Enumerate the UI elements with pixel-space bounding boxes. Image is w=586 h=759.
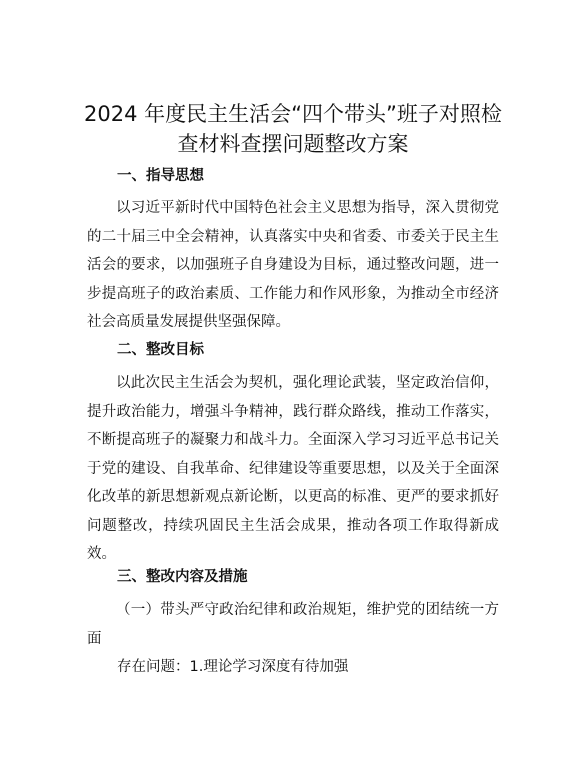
section-paragraph-rectification-goals: 以此次民主生活会为契机，强化理论武装，坚定政治信仰，提升政治能力，增强斗争精神，践行群众路线，推动工作落实，不断提高班子的凝聚力和战斗力。全面深入学习习近平总书记关于党的建设、自我革命、纪律建设等重要思想，以及关于全面深化改革的新思想新观点新论断，以更高的标准、更严的要求抓好问题整改，持续巩固民主生活会成果，推动各项工作取得新成效。: [87, 375, 499, 562]
section-heading-content-measures: 三、整改内容及措施: [117, 569, 248, 585]
issue-line: 存在问题：1.理论学习深度有待加强: [117, 659, 349, 675]
section-heading-guiding-ideology: 一、指导思想: [117, 168, 204, 184]
section-heading-rectification-goals: 二、整改目标: [117, 342, 204, 358]
section-paragraph-guiding-ideology: 以习近平新时代中国特色社会主义思想为指导，深入贯彻党的二十届三中全会精神，认真落实中央和省委、市委关于民主生活会的要求，以加强班子自身建设为目标，通过整改问题，进一步提高班子的政治素质、工作能力和作风形象，为推动全市经济社会高质量发展提供坚强保障。: [87, 200, 499, 330]
section-subheading-political-discipline: （一）带头严守政治纪律和政治规矩，维护党的团结统一方面: [87, 602, 499, 647]
document-title-line-1: 2024 年度民主生活会“四个带头”班子对照检: [84, 102, 502, 126]
document-title-line-2: 查材料查摆问题整改方案: [177, 132, 409, 156]
